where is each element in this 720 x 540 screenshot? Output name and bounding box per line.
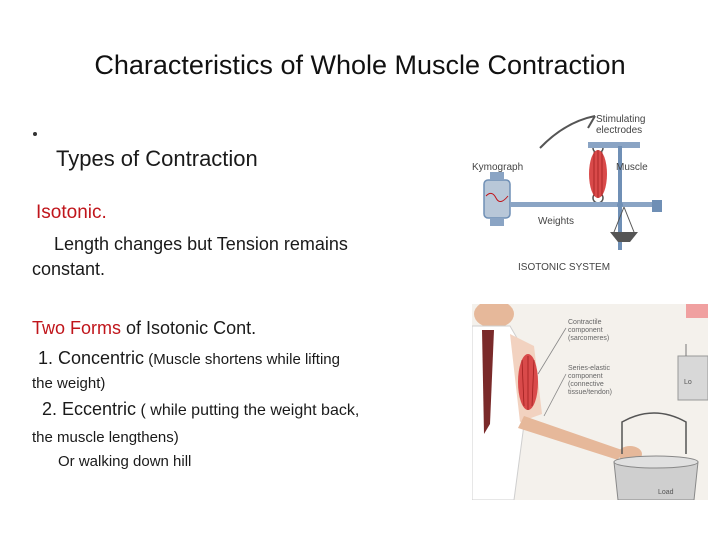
concentric-desc: (Muscle shortens while lifting	[144, 351, 340, 368]
label-isotonic-system: ISOTONIC SYSTEM	[518, 262, 611, 273]
reference-muscle-strip	[686, 304, 708, 318]
eccentric-label: 2. Eccentric	[42, 399, 137, 419]
label-series-1: Series-elastic	[568, 365, 611, 372]
eccentric-line	[42, 399, 359, 420]
forms-highlight: Two Forms	[32, 318, 122, 338]
label-series-4: tissue/tendon)	[568, 389, 612, 396]
weights-icon	[610, 232, 638, 242]
label-stimulating: Stimulating	[596, 114, 646, 125]
reference-bucket-icon	[678, 356, 708, 400]
label-contractile-3: (sarcomeres)	[568, 335, 610, 342]
concentric-label: 1. Concentric	[38, 348, 145, 368]
arm-illustration-svg	[472, 304, 708, 500]
concentric-line	[38, 348, 340, 369]
weight-string-right	[624, 207, 634, 232]
support-bar	[588, 142, 640, 148]
forms-line	[32, 318, 256, 339]
head-shape	[474, 304, 514, 328]
label-kymograph: Kymograph	[472, 162, 524, 173]
definition-line-2: constant.	[32, 259, 106, 279]
electrode-wire	[540, 116, 595, 148]
label-series-2: component	[568, 373, 603, 380]
arm-load-illustration	[472, 304, 708, 500]
lever-end	[652, 200, 662, 212]
eccentric-desc: ( while putting the weight back,	[136, 402, 360, 419]
label-load: Load	[658, 489, 674, 496]
label-series-3: (connective	[568, 381, 604, 388]
slide-title: Characteristics of Whole Muscle Contraction	[94, 50, 626, 80]
kymograph-cap	[490, 172, 504, 180]
isotonic-system-diagram	[470, 108, 700, 278]
load-bucket-rim	[614, 456, 698, 468]
pointer-series	[544, 374, 566, 416]
label-weights: Weights	[538, 216, 574, 227]
concentric-desc-2: the weight)	[32, 375, 106, 392]
label-muscle: Muscle	[616, 162, 648, 173]
bullet-heading: Types of Contraction	[56, 146, 258, 171]
label-contractile-1: Contractile	[568, 319, 602, 326]
forms-rest: of Isotonic Cont.	[121, 318, 257, 338]
isotonic-diagram-svg	[470, 108, 700, 278]
kymograph-base	[490, 218, 504, 226]
eccentric-desc-2: the muscle lengthens)	[32, 429, 179, 446]
eccentric-desc-3: Or walking down hill	[58, 453, 192, 470]
label-lo: Lo	[684, 379, 692, 386]
lever-bar	[510, 202, 652, 207]
bullet-dot	[33, 132, 37, 136]
label-electrodes: electrodes	[596, 125, 643, 136]
label-contractile-2: component	[568, 327, 603, 334]
pointer-contractile	[538, 328, 566, 374]
definition-line-1: Length changes but Tension remains	[54, 234, 348, 254]
isotonic-heading: Isotonic.	[36, 202, 107, 223]
forearm-shape	[518, 416, 622, 460]
